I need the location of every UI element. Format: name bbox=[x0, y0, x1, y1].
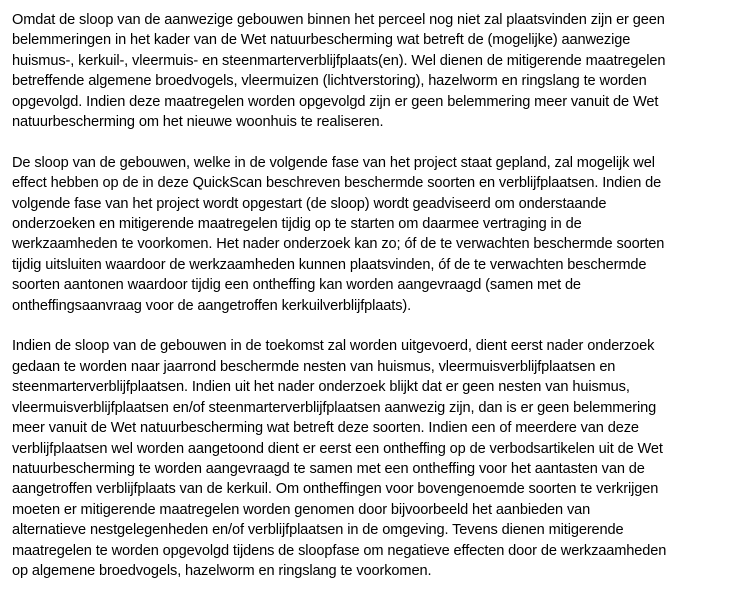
document-body bbox=[12, 10, 737, 602]
text-line: opgevolgd. Indien deze maatregelen worden opgevolgd zijn er geen belemmering meer vanuit de Wet bbox=[12, 93, 659, 110]
text-line: onderzoeken en mitigerende maatregelen tijdig op te starten om daarmee vertraging in de bbox=[12, 216, 582, 233]
text-line: effect hebben op de in deze QuickScan beschreven beschermde soorten en verblijfplaatsen. Indien de bbox=[12, 175, 662, 192]
text-line: Indien de sloop van de gebouwen in de toekomst zal worden uitgevoerd, dient eerst nader onderzoek bbox=[12, 338, 655, 355]
text-line: werkzaamheden te voorkomen. Het nader onderzoek kan zo; óf de te verwachten beschermde soorten bbox=[12, 236, 665, 253]
text-line: De sloop van de gebouwen, welke in de volgende fase van het project staat gepland, zal mogelijk wel bbox=[12, 154, 655, 171]
text-line: aangetroffen verblijfplaats van de kerkuil. Om ontheffingen voor bovengenoemde soorten te verkrijgen bbox=[12, 481, 659, 498]
text-line: ontheffingsaanvraag voor de aangetroffen kerkuilverblijfplaats). bbox=[12, 297, 412, 314]
paragraph-conclusion bbox=[12, 10, 737, 132]
text-line: op algemene broedvogels, hazelworm en ringslang te voorkomen. bbox=[12, 562, 432, 579]
text-line: maatregelen te worden opgevolgd tijdens de sloopfase om negatieve effecten door de werkzaamheden bbox=[12, 542, 667, 559]
text-line: belemmeringen in het kader van de Wet natuurbescherming wat betreft de (mogelijke) aanwezige bbox=[12, 32, 631, 49]
text-line: natuurbescherming te worden aangevraagd te samen met een ontheffing voor het aantasten van de bbox=[12, 460, 645, 477]
paragraph-demolition-effects bbox=[12, 153, 737, 316]
text-line: verblijfplaatsen wel worden aangetoond dient er eerst een ontheffing op de verbodsartikelen uit de Wet bbox=[12, 440, 663, 457]
text-line: steenmarterverblijfplaatsen. Indien uit het nader onderzoek blijkt dat er geen nesten van huismus, bbox=[12, 379, 630, 396]
text-line: tijdig uitsluiten waardoor de werkzaamheden kunnen plaatsvinden, óf de te verwachten beschermde bbox=[12, 256, 647, 273]
text-line: volgende fase van het project wordt opgestart (de sloop) wordt geadviseerd om onderstaande bbox=[12, 195, 607, 212]
text-line: Omdat de sloop van de aanwezige gebouwen binnen het perceel nog niet zal plaatsvinden zijn er geen bbox=[12, 12, 665, 28]
text-line: natuurbescherming om het nieuwe woonhuis te realiseren. bbox=[12, 114, 384, 131]
text-line: soorten aantonen waardoor tijdig een ontheffing kan worden aangevraagd (samen met de bbox=[12, 277, 581, 294]
text-line: huismus-, kerkuil-, vleermuis- en steenmarterverblijfplaats(en). Wel dienen de mitigerende maatregelen bbox=[12, 52, 666, 69]
text-line: meer vanuit de Wet natuurbescherming wat betreft deze soorten. Indien een of meerdere van deze bbox=[12, 420, 639, 437]
text-line: alternatieve nestgelegenheden en/of verblijfplaatsen in de omgeving. Tevens dienen mitigerende bbox=[12, 522, 624, 539]
text-line: moeten er mitigerende maatregelen worden genomen door bijvoorbeeld het aanbieden van bbox=[12, 501, 591, 518]
paragraph-further-research bbox=[12, 336, 737, 581]
text-line: gedaan te worden naar jaarrond beschermde nesten van huismus, vleermuisverblijfplaatsen en bbox=[12, 358, 616, 375]
text-line: vleermuisverblijfplaatsen en/of steenmarterverblijfplaatsen aanwezig zijn, dan is er geen belemmering bbox=[12, 399, 657, 416]
text-line: betreffende algemene broedvogels, vleermuizen (lichtverstoring), hazelworm en ringslang te worden bbox=[12, 73, 647, 90]
